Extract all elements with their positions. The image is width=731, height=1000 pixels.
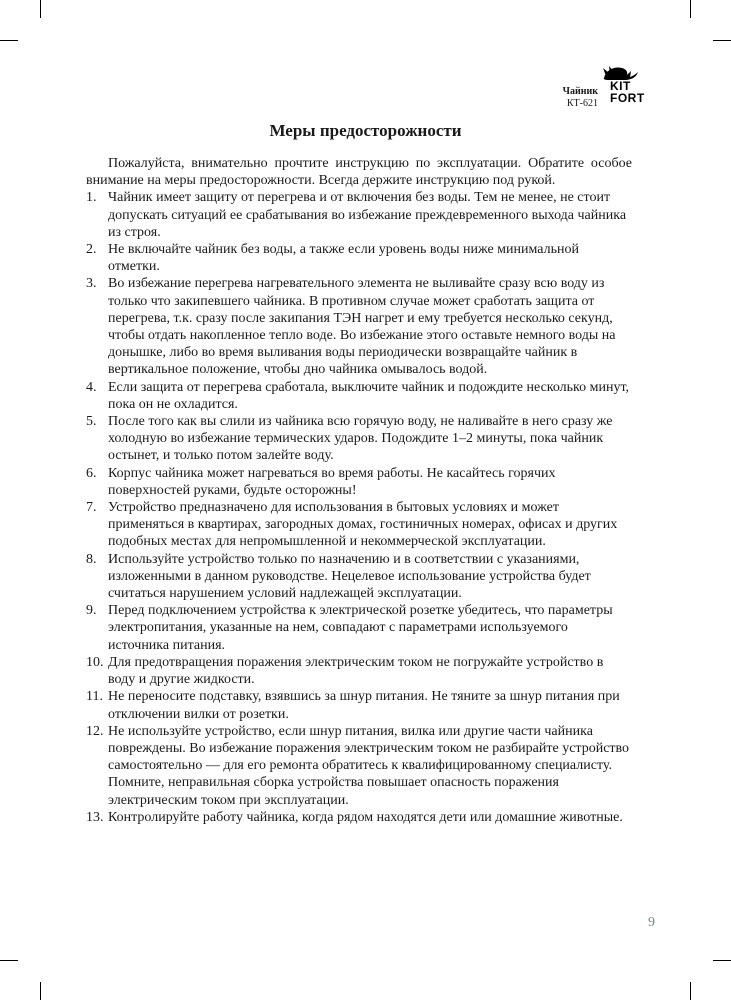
list-item	[86, 413, 632, 465]
model-block	[563, 86, 598, 110]
model-name: Чайник	[562, 86, 598, 97]
list-item	[86, 499, 632, 551]
crop-mark-right-bottom	[713, 960, 731, 961]
item-text: Чайник имеет защиту от перегрева и от включения без воды. Тем не менее, не стоит допускать ситуаций ее срабатывания во избежание преждевременного выхода чайника из строя.	[108, 190, 627, 240]
item-number: 6.	[86, 465, 97, 481]
list-item	[86, 809, 632, 826]
list-item	[86, 654, 632, 688]
list-item	[86, 551, 632, 603]
item-text: Корпус чайника может нагреваться во время работы. Не касайтесь горячих поверхностей руками, будьте осторожны!	[108, 465, 556, 498]
model-code: КТ-621	[566, 98, 598, 109]
item-number: 2.	[86, 242, 97, 258]
crop-mark-left-top	[0, 40, 18, 41]
item-number: 1.	[86, 190, 97, 206]
item-number: 9.	[86, 603, 97, 619]
list-item	[86, 379, 632, 413]
kitfort-logo	[600, 62, 656, 110]
crop-mark-bottom-right	[690, 982, 691, 1000]
item-number: 10.	[86, 654, 104, 670]
item-number: 3.	[86, 276, 97, 292]
item-number: 7.	[86, 500, 97, 516]
item-number: 12.	[86, 723, 104, 739]
list-item	[86, 688, 632, 722]
item-text: Устройство предназначено для использования в бытовых условиях и может применяться в квартирах, загородных домах, гостиничных номерах, офисах и других подобных местах для непромышленной и некоммерческой эксплуатации.	[108, 500, 618, 550]
item-text: Во избежание перегрева нагревательного элемента не выливайте сразу всю воду из только что закипевшего чайника. В противном случае может сработать защита от перегрева, т.к. сразу после закипания ТЭН нагрет и ему требуется несколько секунд, чтобы отдать накопленное тепло воде. Во избежание этого оставьте немного воды на донышке, либо во время выливания воды периодически возвращайте чайник в вертикальное положение, чтобы дно чайника омывалось водой.	[108, 276, 616, 378]
page-header	[560, 62, 690, 112]
item-text: После того как вы слили из чайника всю горячую воду, не наливайте в него сразу же холодную во избежание термических ударов. Подождите 1–2 минуты, пока чайник остынет, и только потом залейте воду.	[108, 414, 613, 464]
crop-mark-top-left	[40, 0, 41, 18]
logo-line-2: FORT	[610, 91, 645, 105]
item-text: Используйте устройство только по назначению и в соответствии с указаниями, изложенными в данном руководстве. Нецелевое использование устройства будет считаться нарушением условий надлежащей эксплуатации.	[108, 551, 591, 602]
item-text: Для предотвращения поражения электрическим током не погружайте устройство в воду и другие жидкости.	[108, 654, 604, 688]
precautions-list	[86, 189, 632, 826]
page-number: 9	[648, 915, 655, 930]
safety-content	[86, 155, 632, 826]
crop-mark-top-right	[690, 0, 691, 18]
item-number: 4.	[86, 379, 97, 395]
list-item	[86, 602, 632, 654]
page-title: Меры предосторожности	[269, 121, 462, 140]
list-item	[86, 189, 632, 241]
logo-text	[610, 80, 645, 104]
item-number: 8.	[86, 551, 97, 567]
item-text: Перед подключением устройства к электрической розетке убедитесь, что параметры электропитания, указанные на нем, совпадают с параметрами используемого источника питания.	[108, 603, 613, 653]
crop-mark-left-bottom	[0, 960, 18, 961]
crop-mark-right-top	[713, 40, 731, 41]
item-text: Контролируйте работу чайника, когда рядом находятся дети или домашние животные.	[108, 809, 623, 825]
list-item	[86, 275, 632, 378]
item-text: Не включайте чайник без воды, а также если уровень воды ниже минимальной отметки.	[108, 242, 579, 275]
item-text: Если защита от перегрева сработала, выключите чайник и подождите несколько минут, пока он не охладится.	[108, 379, 630, 412]
item-text: Не переносите подставку, взявшись за шнур питания. Не тяните за шнур питания при отключении вилки от розетки.	[108, 689, 620, 722]
list-item	[86, 241, 632, 275]
item-number: 11.	[86, 689, 103, 705]
logo-line-1: KIT	[610, 79, 631, 93]
crop-mark-bottom-left	[40, 982, 41, 1000]
item-text: Не используйте устройство, если шнур питания, вилка или другие части чайника повреждены. Во избежание поражения электрическим током не разбирайте устройство самостоятельно — для его ремонта обратитесь к квалифицированному специалисту. Помните, неправильная сборка устройства повышает опасность поражения электрическим током при эксплуатации.	[108, 723, 630, 808]
list-item	[86, 723, 632, 809]
list-item	[86, 465, 632, 499]
item-number: 13.	[86, 809, 104, 825]
intro-paragraph: Пожалуйста, внимательно прочтите инструкцию по эксплуатации. Обратите особое внимание на меры предосторожности. Всегда держите инструкцию под рукой.	[86, 156, 632, 189]
item-number: 5.	[86, 414, 97, 430]
